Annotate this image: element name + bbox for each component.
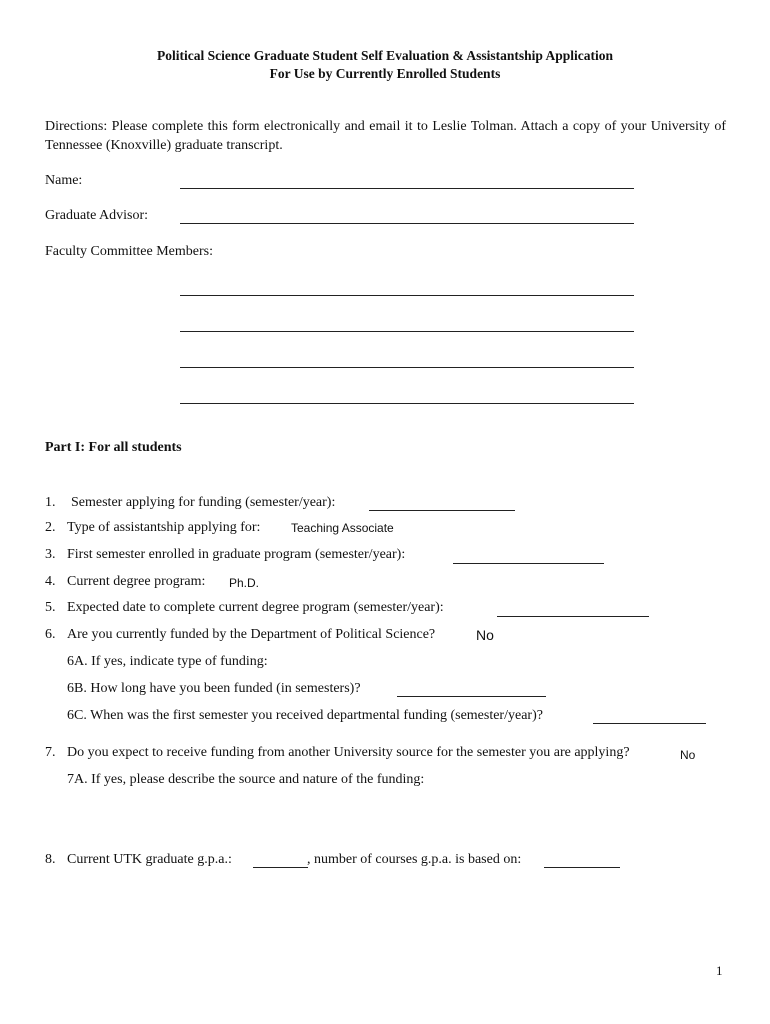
name-field[interactable] — [180, 188, 634, 189]
q6-text: Are you currently funded by the Department of Political Science? — [67, 627, 436, 642]
directions-text: Directions: Please complete this form electronically and email it to Leslie Tolman. Attach a copy of your University of Tennessee (Knoxville) graduate transcript. — [45, 119, 726, 153]
q2-number: 2. — [45, 520, 56, 535]
q8-gpa-field[interactable] — [253, 867, 308, 868]
q8-courses-text: , number of courses g.p.a. is based on: — [307, 852, 522, 867]
q5-text: Expected date to complete current degree program (semester/year): — [67, 600, 444, 615]
q1-number: 1. — [45, 495, 56, 510]
form-title: Political Science Graduate Student Self Evaluation & Assistantship Application — [156, 48, 614, 63]
q6c-text: 6C. When was the first semester you received departmental funding (semester/year)? — [67, 708, 543, 723]
q6b-text: 6B. How long have you been funded (in semesters)? — [67, 681, 361, 696]
committee-label: Faculty Committee Members: — [45, 244, 213, 259]
q2-text: Type of assistantship applying for: — [67, 520, 261, 535]
part1-heading: Part I: For all students — [45, 440, 182, 455]
q6-answer-field[interactable]: No — [476, 627, 494, 643]
q6b-answer-field[interactable] — [397, 696, 546, 697]
advisor-field[interactable] — [180, 223, 634, 224]
q6c-answer-field[interactable] — [593, 723, 706, 724]
q8-number: 8. — [45, 852, 56, 867]
q8-courses-field[interactable] — [544, 867, 620, 868]
q3-text: First semester enrolled in graduate program (semester/year): — [67, 547, 406, 562]
form-subtitle: For Use by Currently Enrolled Students — [269, 66, 501, 81]
q2-answer-field[interactable]: Teaching Associate — [291, 521, 394, 535]
page-number: 1 — [716, 963, 723, 978]
q7-number: 7. — [45, 745, 56, 760]
committee-member-field-3[interactable] — [180, 367, 634, 368]
q3-number: 3. — [45, 547, 56, 562]
committee-member-field-4[interactable] — [180, 403, 634, 404]
q1-answer-field[interactable] — [369, 510, 515, 511]
q1-text: Semester applying for funding (semester/year): — [71, 495, 336, 510]
committee-member-field-2[interactable] — [180, 331, 634, 332]
name-label: Name: — [45, 173, 83, 188]
q7a-text: 7A. If yes, please describe the source and nature of the funding: — [67, 772, 425, 787]
q5-answer-field[interactable] — [497, 616, 649, 617]
q6-number: 6. — [45, 627, 56, 642]
advisor-label: Graduate Advisor: — [45, 208, 149, 223]
q8-gpa-text: Current UTK graduate g.p.a.: — [67, 852, 232, 867]
q5-number: 5. — [45, 600, 56, 615]
q7-text: Do you expect to receive funding from another University source for the semester you are applying? — [67, 745, 630, 760]
q7-answer-field[interactable]: No — [680, 748, 696, 762]
q6a-text: 6A. If yes, indicate type of funding: — [67, 654, 268, 669]
q4-text: Current degree program: — [67, 574, 206, 589]
q4-number: 4. — [45, 574, 56, 589]
q4-answer-field[interactable]: Ph.D. — [229, 576, 260, 590]
committee-member-field-1[interactable] — [180, 295, 634, 296]
q3-answer-field[interactable] — [453, 563, 604, 564]
